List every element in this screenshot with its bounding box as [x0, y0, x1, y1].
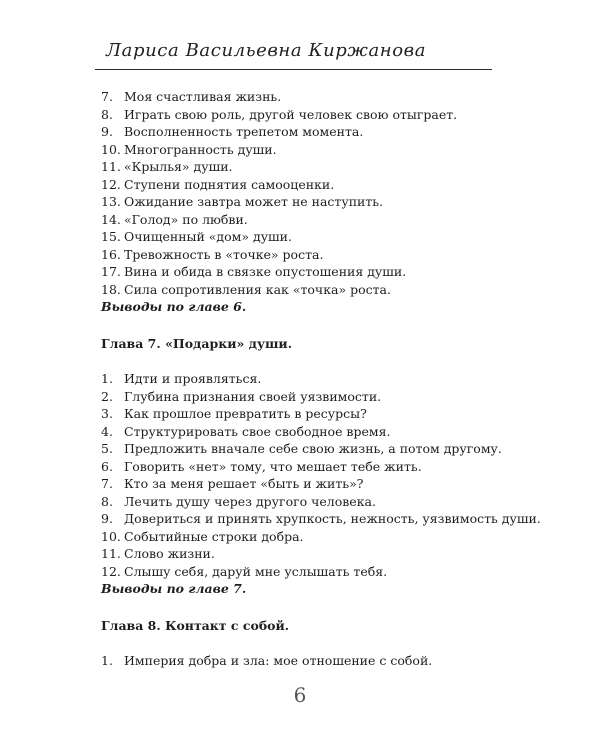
toc-entry-number: 10. — [101, 141, 121, 157]
toc-entry — [101, 106, 501, 124]
toc-entry-number: 14. — [101, 211, 121, 227]
toc-entry-title: Довериться и принять хрупкость, нежность, уязвимость души. — [124, 511, 541, 526]
toc-entry — [101, 405, 501, 423]
toc-entry-title: Предложить вначале себе свою жизнь, а потом другому. — [124, 441, 502, 456]
toc-entry — [101, 88, 501, 106]
header-divider — [95, 69, 492, 70]
toc-entry-number: 7. — [101, 89, 113, 104]
toc-entry-title: Структурировать свое свободное время. — [124, 423, 391, 439]
toc-entry — [101, 528, 501, 546]
toc-entry-number: 12. — [101, 176, 121, 192]
toc-entry-title: Многогранность души. — [124, 141, 277, 157]
toc-entry-title: Вина и обида в связке опустошения души. — [124, 264, 407, 279]
toc-entry — [101, 263, 501, 281]
toc-entry-title: Ожидание завтра может не наступить. — [124, 194, 384, 209]
toc-entry-number: 5. — [101, 441, 113, 456]
toc-entry-title: Тревожность в «точке» роста. — [124, 246, 324, 262]
page-number: 6 — [293, 683, 307, 707]
toc-entry — [101, 563, 501, 581]
toc-entry — [101, 440, 501, 458]
toc-entry — [101, 370, 501, 388]
toc-entry — [101, 211, 501, 229]
chapter-6-conclusion: Выводы по главе 6. — [101, 299, 247, 314]
toc-entry-number: 8. — [101, 493, 113, 509]
toc-entry — [101, 475, 501, 493]
toc-entry — [101, 652, 501, 670]
toc-entry-number: 3. — [101, 406, 113, 421]
toc-entry-number: 9. — [101, 511, 113, 526]
toc-entry — [101, 423, 501, 441]
toc-entry — [101, 228, 501, 246]
toc-entry-title: «Голод» по любви. — [124, 211, 248, 227]
toc-entry-title: Говорить «нет» тому, что мешает тебе жить. — [124, 458, 422, 474]
toc-entry-title: Событийные строки добра. — [124, 528, 304, 544]
toc-entry-title: «Крылья» души. — [124, 159, 233, 174]
toc-entry-title: Восполненность трепетом момента. — [124, 124, 364, 139]
toc-entry-title: Идти и проявляться. — [124, 371, 262, 386]
toc-entry-number: 11. — [101, 546, 121, 561]
table-of-contents — [101, 88, 541, 670]
toc-entry-number: 7. — [101, 476, 113, 491]
toc-entry-number: 16. — [101, 246, 121, 262]
toc-entry-number: 18. — [101, 281, 121, 297]
toc-entry-title: Лечить душу через другого человека. — [124, 493, 376, 509]
toc-entry-number: 10. — [101, 528, 121, 544]
toc-entry — [101, 141, 501, 159]
toc-entry-title: Как прошлое превратить в ресурсы? — [124, 406, 367, 421]
toc-entry-number: 1. — [101, 653, 113, 668]
chapter-8-heading: Глава 8. Контакт с собой. — [101, 617, 290, 633]
toc-entry-title: Сила сопротивления как «точка» роста. — [124, 281, 391, 297]
toc-entry-number: 4. — [101, 423, 113, 439]
running-header-author: Лариса Васильевна Киржанова — [106, 40, 427, 61]
toc-entry — [101, 176, 501, 194]
toc-entry-title: Слышу себя, даруй мне услышать тебя. — [124, 563, 388, 579]
toc-entry-number: 8. — [101, 106, 113, 122]
toc-entry-title: Империя добра и зла: мое отношение с собой. — [124, 653, 433, 668]
toc-entry-title: Кто за меня решает «быть и жить»? — [124, 476, 364, 491]
toc-entry — [101, 458, 501, 476]
toc-entry — [101, 158, 501, 176]
chapter-7-conclusion: Выводы по главе 7. — [101, 581, 247, 596]
toc-entry-number: 13. — [101, 194, 121, 209]
toc-entry — [101, 281, 501, 299]
toc-entry — [101, 388, 501, 406]
toc-entry-title: Играть свою роль, другой человек свою отыграет. — [124, 106, 458, 122]
toc-entry — [101, 193, 501, 211]
toc-entry — [101, 493, 501, 511]
toc-list-chapter-6 — [101, 88, 501, 298]
toc-entry-title: Глубина признания своей уязвимости. — [124, 388, 382, 404]
toc-entry-title: Ступени поднятия самооценки. — [124, 176, 335, 192]
chapter-7-heading: Глава 7. «Подарки» души. — [101, 335, 293, 351]
toc-entry-number: 1. — [101, 371, 113, 386]
toc-entry — [101, 246, 501, 264]
toc-entry-number: 2. — [101, 388, 113, 404]
toc-entry — [101, 545, 501, 563]
toc-entry — [101, 123, 501, 141]
toc-entry-number: 12. — [101, 563, 121, 579]
toc-list-chapter-8 — [101, 652, 501, 670]
toc-entry-number: 17. — [101, 264, 121, 279]
toc-entry-title: Очищенный «дом» души. — [124, 229, 292, 244]
toc-entry — [101, 510, 541, 528]
toc-entry-number: 9. — [101, 124, 113, 139]
toc-entry-title: Слово жизни. — [124, 546, 215, 561]
toc-entry-number: 15. — [101, 229, 121, 244]
toc-entry-number: 6. — [101, 458, 113, 474]
toc-list-chapter-7 — [101, 370, 541, 580]
toc-entry-title: Моя счастливая жизнь. — [124, 89, 282, 104]
toc-entry-number: 11. — [101, 159, 121, 174]
